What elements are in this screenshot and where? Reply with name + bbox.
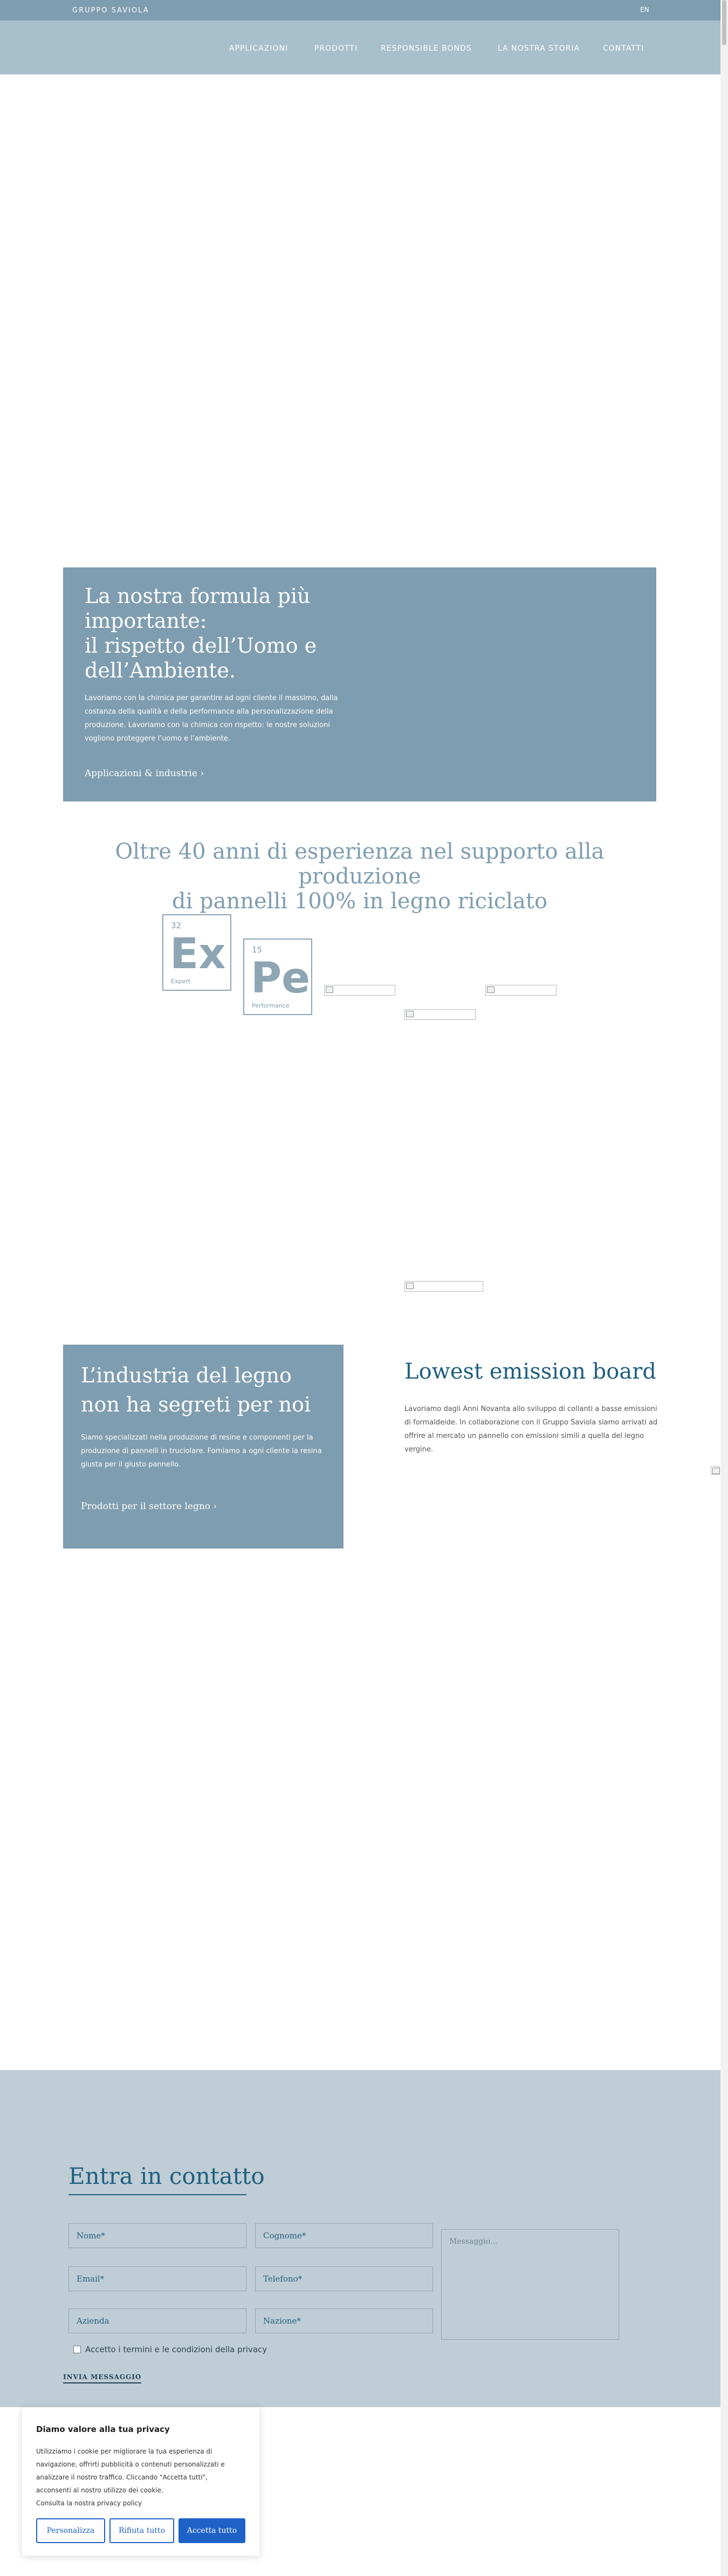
message-field[interactable]: Messaggio... [441, 2229, 619, 2340]
customize-button[interactable]: Personalizza [36, 2518, 105, 2543]
privacy-checkbox[interactable] [73, 2346, 81, 2353]
tile-name: Performance [252, 1002, 290, 1009]
nav-item-applicazioni[interactable]: APPLICAZIONI [229, 44, 289, 53]
broken-image-icon [406, 1011, 414, 1017]
broken-image-icon [326, 986, 333, 993]
country-field[interactable]: Nazione* [255, 2308, 433, 2333]
lowest-emission-title: Lowest emission board [404, 1359, 656, 1384]
surname-field[interactable]: Cognome* [255, 2223, 433, 2248]
broken-image-icon [712, 1468, 720, 1474]
contact-title: Entra in contatto [68, 2163, 265, 2189]
tile-number: 32 [171, 921, 182, 930]
lowest-emission-text: Lavoriamo dagli Anni Novanta allo sviluppo di collanti a basse emissioni di formaldeide. In collaborazione con il Gruppo Saviola siamo arrivati ad offrire al mercato un pannello con emissioni simili a quella del legno vergine. [404, 1405, 658, 1454]
nav-item-prodotti[interactable]: PRODOTTI [314, 44, 358, 53]
company-field[interactable]: Azienda [68, 2308, 246, 2333]
send-message-button[interactable]: INVIA MESSAGGIO [63, 2373, 141, 2383]
wood-industry-panel [63, 1345, 344, 1549]
broken-image-icon [487, 986, 495, 993]
tile-expert [162, 914, 231, 991]
language-switch[interactable]: EN [640, 6, 649, 13]
nav-item-responsible-bonds[interactable]: RESPONSIBLE BONDS [381, 44, 472, 53]
scrollbar-thumb[interactable] [722, 0, 726, 45]
contact-section [0, 2070, 720, 2407]
formula-panel [63, 567, 656, 801]
wood-products-link[interactable]: Prodotti per il settore legno › [81, 1501, 217, 1512]
formula-text: Lavoriamo con la chimica per garantire ad ogni cliente il massimo, dalla costanza della qualità e della performance alla personalizzazione della produzione. Lavoriamo con la chimica con rispetto: le nostre soluzioni vogliono proteggere l’uomo e l’ambiente. [85, 694, 338, 743]
nav-item-contatti[interactable]: CONTATTI [603, 44, 644, 53]
tile-performance [243, 938, 312, 1015]
nav-item-la-nostra-storia[interactable]: LA NOSTRA STORIA [498, 44, 580, 53]
privacy-policy-link[interactable]: Consulta la nostra privacy policy [36, 2499, 142, 2507]
accept-all-button[interactable]: Accetta tutto [178, 2518, 245, 2543]
main-navigation [0, 20, 720, 74]
broken-image [711, 1466, 719, 1475]
tile-symbol: Pe [251, 954, 311, 1003]
broken-image [404, 1009, 476, 1020]
top-bar [0, 0, 720, 20]
email-field[interactable]: Email* [68, 2266, 246, 2291]
cookie-banner [22, 2407, 259, 2556]
broken-image [404, 1281, 483, 1292]
name-field[interactable]: Nome* [68, 2223, 246, 2248]
applications-link[interactable]: Applicazioni & industrie › [85, 768, 204, 779]
page-scrollbar[interactable] [720, 0, 728, 2576]
reject-all-button[interactable]: Rifiuta tutto [109, 2518, 174, 2543]
privacy-label: Accetto i termini e le condizioni della privacy [85, 2345, 267, 2354]
tile-name: Expert [171, 978, 191, 985]
phone-field[interactable]: Telefono* [255, 2266, 433, 2291]
group-brand-link[interactable]: GRUPPO SAVIOLA [72, 6, 149, 15]
contact-title-underline [68, 2194, 246, 2195]
wood-industry-text: Siamo specializzati nella produzione di resine e componenti per la produzione di pannelli in truciolare. Forniamo a ogni cliente la resina giusta per il giusto pannello. [81, 1434, 322, 1469]
broken-image [324, 985, 395, 996]
broken-image-icon [406, 1283, 414, 1289]
wood-industry-title: L’industria del legno non ha segreti per noi [81, 1364, 311, 1416]
cookie-title: Diamo valore alla tua privacy [36, 2424, 170, 2434]
cookie-text: Utilizziamo i cookie per migliorare la tua esperienza di navigazione, offrirti pubblicità o contenuti personalizzati e analizzare il nostro traffico. Cliccando "Accetta tutti", acconsenti al nostro utilizzo dei cookie. Consulta la nostra privacy policy [36, 2448, 225, 2507]
tile-symbol: Ex [170, 930, 226, 978]
broken-image [485, 985, 557, 996]
tile-number: 15 [252, 945, 263, 955]
formula-title: La nostra formula più importante: il rispetto dell’Uomo e dell’Ambiente. [85, 584, 317, 682]
experience-heading: Oltre 40 anni di esperienza nel supporto alla produzione di pannelli 100% in legno riciclato [115, 839, 605, 914]
